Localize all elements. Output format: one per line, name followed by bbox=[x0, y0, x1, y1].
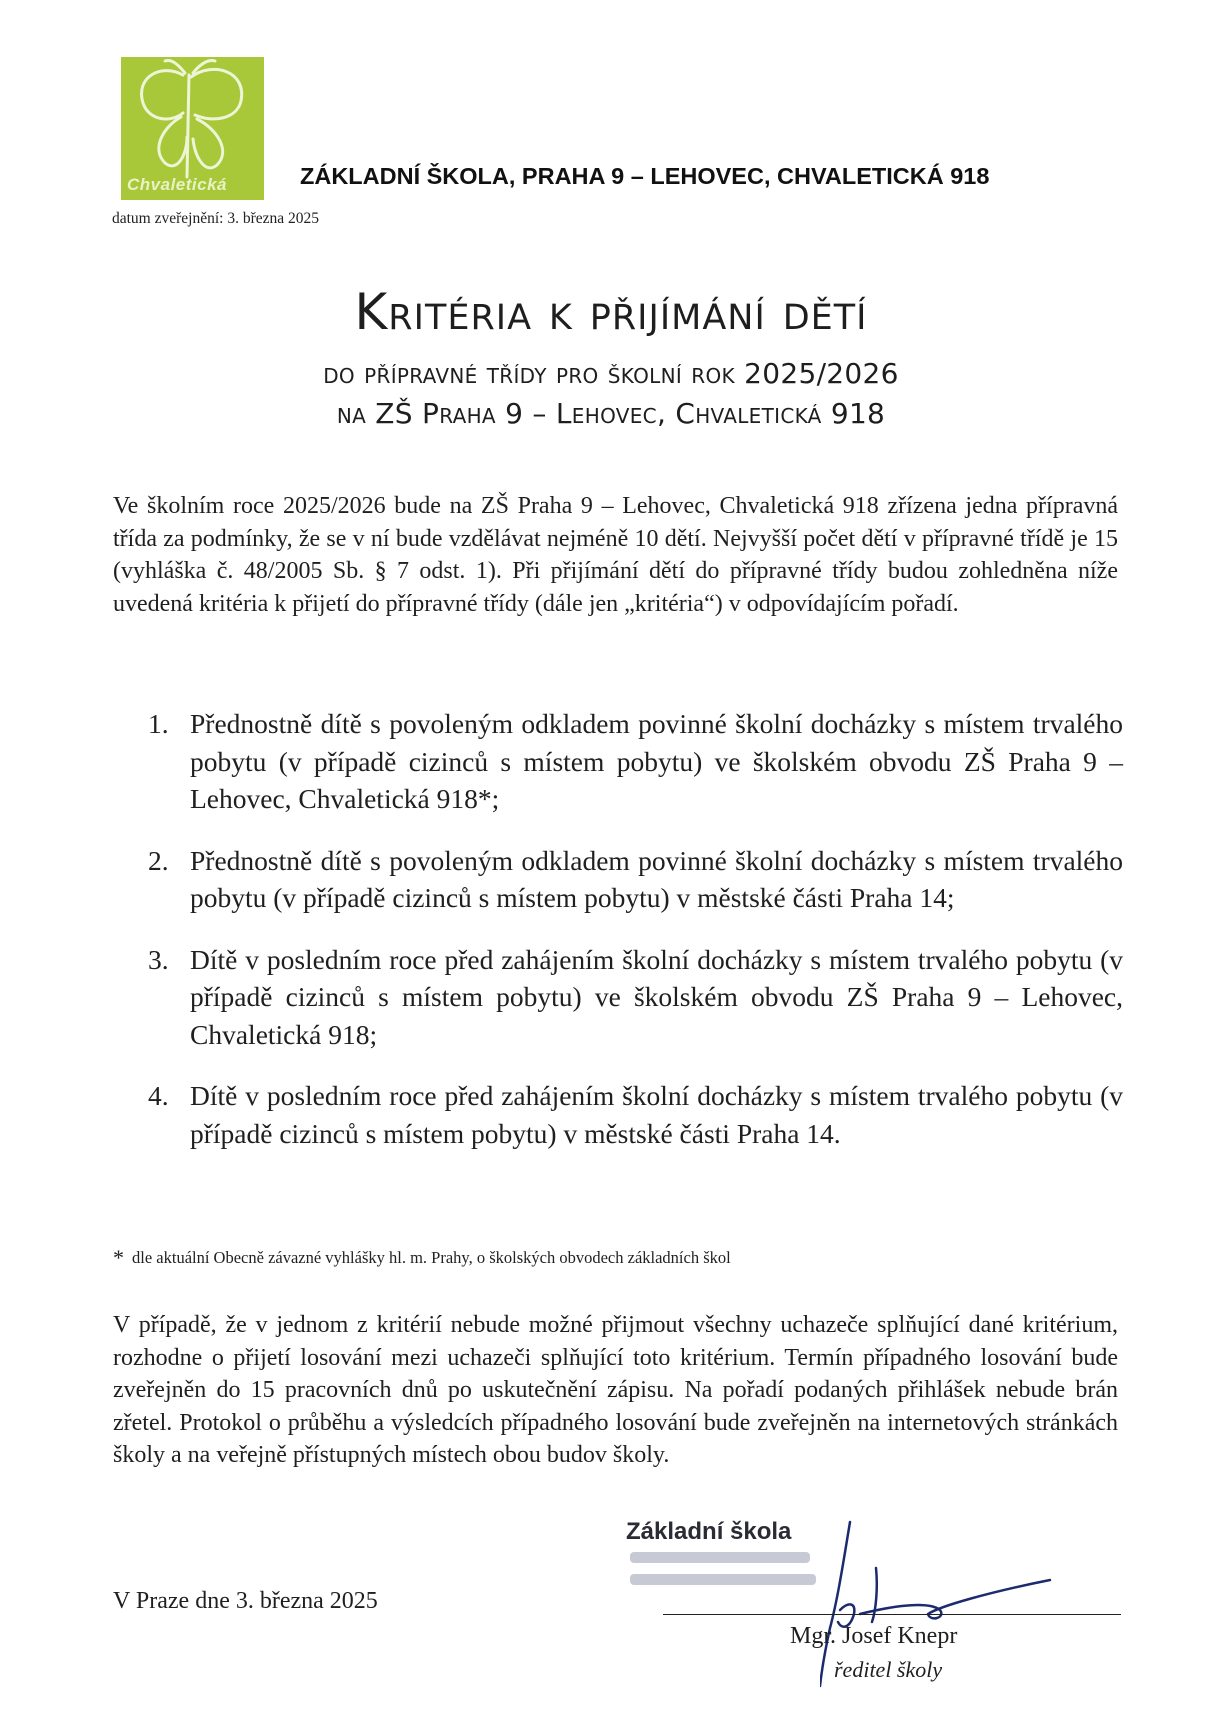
subtitle-line-2: na ZŠ Praha 9 – Lehovec, Chvaletická 918 bbox=[336, 397, 886, 430]
signer-name: Mgr. Josef Knepr bbox=[790, 1623, 958, 1649]
criterion-text: Přednostně dítě s povoleným odkladem povinné školní docházky s místem trvalého pobytu (v případě cizinců s místem pobytu) v městské části Praha 14; bbox=[190, 844, 1123, 913]
criterion-number: 1. bbox=[148, 708, 169, 739]
criterion-text: Přednostně dítě s povoleným odkladem povinné školní docházky s místem trvalého pobytu (v případě cizinců s místem pobytu) ve školském obvodu ZŠ Praha 9 – Lehovec, Chvaletická 918*; bbox=[190, 708, 1123, 814]
footnote bbox=[113, 1245, 731, 1271]
criterion-number: 4. bbox=[148, 1080, 169, 1111]
footnote-text: dle aktuální Obecně závazné vyhlášky hl. m. Prahy, o školských obvodech základních škol bbox=[132, 1248, 731, 1267]
criterion-text: Dítě v posledním roce před zahájením školní docházky s místem trvalého pobytu (v případě cizinců s místem pobytu) v městské části Praha 14. bbox=[190, 1080, 1123, 1149]
criterion-text: Dítě v posledním roce před zahájením školní docházky s místem trvalého pobytu (v případě cizinců s místem pobytu) ve školském obvodu ZŠ Praha 9 – Lehovec, Chvaletická 918; bbox=[190, 943, 1123, 1050]
school-logo bbox=[121, 57, 264, 200]
publication-date: datum zveřejnění: 3. března 2025 bbox=[112, 210, 320, 227]
criterion-number: 3. bbox=[148, 943, 169, 975]
list-item bbox=[148, 842, 1123, 917]
list-item bbox=[148, 941, 1123, 1054]
criterion-number: 2. bbox=[148, 844, 169, 876]
stamp-blurred-line bbox=[630, 1574, 816, 1585]
outro-paragraph: V případě, že v jednom z kritérií nebude možné přijmout všechny uchazeče splňující dané kritérium, rozhodne o přijetí losování mezi uchazeči splňující toto kritérium. Termín případného losování bude zveřejněn do 15 pracovních dnů po uskutečnění zápisu. Na pořadí podaných přihlášek nebude brán zřetel. Protokol o průběhu a výsledcích případného losování bude zveřejněn na internetových stránkách školy a na veřejně přístupných místech obou budov školy. bbox=[113, 1312, 1118, 1468]
list-item bbox=[148, 1077, 1123, 1152]
stamp-blurred-line bbox=[630, 1552, 810, 1563]
intro-paragraph: Ve školním roce 2025/2026 bude na ZŠ Praha 9 – Lehovec, Chvaletická 918 zřízena jedna přípravná třída za podmínky, že se v ní bude vzdělávat nejméně 10 dětí. Nejvyšší počet dětí v přípravné třídě je 15 (vyhláška č. 48/2005 Sb. § 7 odst. 1). Při přijímání dětí do přípravné třídy budou zohledněna níže uvedená kritéria k přijetí do přípravné třídy (dále jen „kritéria“) v odpovídajícím pořadí. bbox=[113, 493, 1118, 617]
criteria-list bbox=[148, 705, 1123, 1176]
signature-line bbox=[663, 1614, 1121, 1615]
list-item bbox=[148, 705, 1123, 818]
footnote-mark: * bbox=[113, 1245, 124, 1270]
school-stamp bbox=[626, 1518, 816, 1588]
school-name-header: ZÁKLADNÍ ŠKOLA, PRAHA 9 – LEHOVEC, CHVALETICKÁ 918 bbox=[300, 163, 990, 189]
logo-text: Chvaletická bbox=[127, 175, 227, 194]
subtitle-line-1: do přípravné třídy pro školní rok 2025/2026 bbox=[323, 357, 899, 390]
stamp-title: Základní škola bbox=[626, 1518, 792, 1545]
page-title: Kritéria k přijímání dětí bbox=[354, 283, 868, 341]
place-and-date: V Praze dne 3. března 2025 bbox=[113, 1588, 378, 1614]
signer-role: ředitel školy bbox=[834, 1657, 943, 1682]
